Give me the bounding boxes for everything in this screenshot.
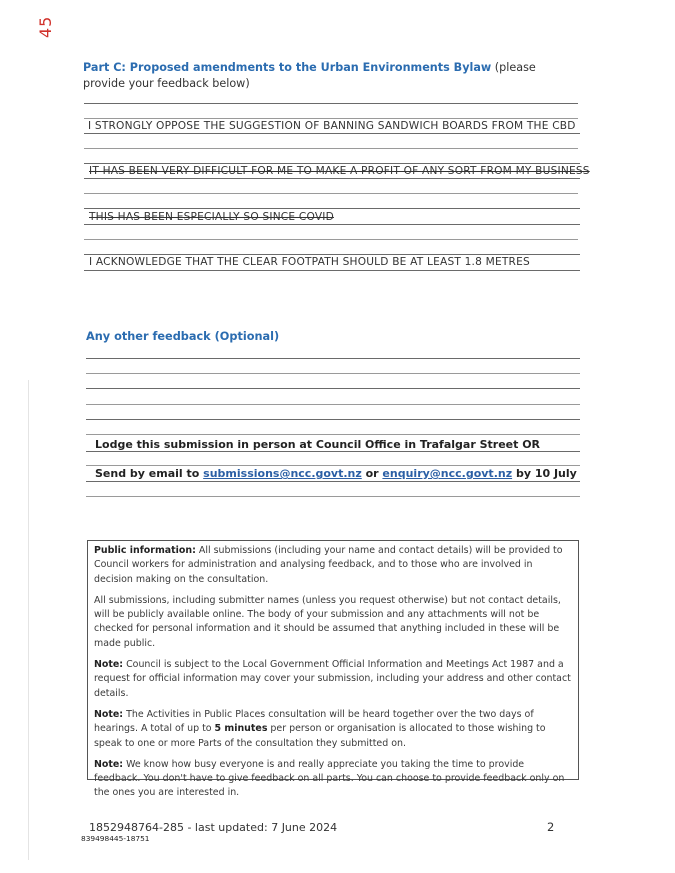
feedback-line bbox=[86, 404, 580, 405]
info-text-submissions: All submissions, including submitter names (unless you request otherwise) but not contact details, will be publicly available online. The body of your submission and any attachments will not be checked for personal information and it should be assumed that anything included in these will be made public. bbox=[94, 594, 561, 649]
info-text-lgoima: Council is subject to the Local Government Official Information and Meetings Act 1987 and a request for official information may cover your submission, including your address and other contact details. bbox=[94, 659, 571, 699]
feedback-line bbox=[86, 434, 580, 435]
scan-edge-shadow bbox=[28, 380, 29, 860]
part-c-instruction: (please provide your feedback below) bbox=[83, 61, 536, 90]
response-line bbox=[84, 178, 580, 179]
public-information-box bbox=[87, 540, 579, 799]
handwritten-line-1: I STRONGLY OPPOSE THE SUGGESTION OF BANNING SANDWICH BOARDS FROM THE CBD bbox=[88, 120, 576, 132]
response-line bbox=[84, 163, 580, 164]
part-c-title: Part C: Proposed amendments to the Urban Environments Bylaw bbox=[83, 61, 492, 74]
info-bold-minutes: 5 minutes bbox=[214, 723, 268, 735]
part-c-heading bbox=[83, 60, 578, 92]
response-line bbox=[84, 254, 580, 255]
deadline-text: by 10 July bbox=[512, 467, 577, 480]
response-line bbox=[84, 133, 580, 134]
info-paragraph-thanks bbox=[94, 758, 571, 801]
info-paragraph-public bbox=[94, 544, 571, 587]
feedback-line bbox=[86, 419, 580, 420]
info-label-note: Note: bbox=[94, 758, 124, 770]
enquiry-email-link[interactable]: enquiry@ncc.govt.nz bbox=[382, 467, 513, 480]
response-line bbox=[84, 118, 578, 119]
response-line bbox=[84, 193, 578, 194]
info-paragraph-lgoima bbox=[94, 658, 571, 701]
response-line bbox=[84, 239, 578, 240]
info-paragraph-hearings bbox=[94, 708, 571, 751]
info-text-public: All submissions (including your name and contact details) will be provided to Council workers for administration and analysing feedback, and to those who are involved in decision making on the consultation. bbox=[94, 545, 563, 585]
response-line bbox=[84, 270, 580, 271]
handwritten-line-2-struck: IT HAS BEEN VERY DIFFICULT FOR ME TO MAKE A PROFIT OF ANY SORT FROM MY BUSINESS bbox=[89, 165, 590, 177]
info-paragraph-submissions bbox=[94, 594, 571, 651]
feedback-line bbox=[86, 358, 580, 359]
feedback-line bbox=[86, 481, 580, 482]
info-text-hearings-a: The Activities in Public Places consultation will be heard together over the two days of hearings. A total of up to bbox=[94, 708, 534, 735]
response-line bbox=[84, 148, 578, 149]
response-line bbox=[84, 208, 580, 209]
feedback-line bbox=[86, 388, 580, 389]
email-prefix: Send by email to bbox=[95, 467, 204, 480]
lodge-in-person-text: Lodge this submission in person at Council Office in Trafalgar Street OR bbox=[95, 438, 541, 451]
feedback-line bbox=[86, 465, 580, 466]
handwritten-line-4: I ACKNOWLEDGE THAT THE CLEAR FOOTPATH SHOULD BE AT LEAST 1.8 METRES bbox=[89, 256, 530, 268]
info-text-thanks: We know how busy everyone is and really appreciate you taking the time to provide feedback. You don't have to give feedback on all parts. You can choose to provide feedback only on the ones you are interested in. bbox=[94, 758, 565, 799]
submissions-email-link[interactable]: submissions@ncc.govt.nz bbox=[203, 467, 362, 480]
other-feedback-heading: Any other feedback (Optional) bbox=[86, 330, 280, 343]
feedback-line bbox=[86, 496, 580, 497]
response-line bbox=[84, 224, 580, 225]
info-label-note: Note: bbox=[94, 659, 124, 671]
info-label-note: Note: bbox=[94, 708, 124, 720]
response-line bbox=[84, 103, 578, 104]
feedback-line bbox=[86, 373, 580, 374]
footer-document-reference: 1852948764-285 - last updated: 7 June 2024 bbox=[89, 821, 338, 834]
send-by-email-text bbox=[95, 467, 577, 480]
feedback-line bbox=[86, 451, 580, 452]
footer-document-id: 839498445-18751 bbox=[81, 834, 150, 843]
footer-page-number: 2 bbox=[547, 820, 555, 834]
info-label-public: Public information: bbox=[94, 545, 196, 556]
email-or: or bbox=[361, 467, 383, 480]
info-text-hearings-b: per person or organisation is allocated to those wishing to speak to one or more Parts of the consultation they submitted on. bbox=[94, 723, 546, 749]
handwritten-line-3-struck: THIS HAS BEEN ESPECIALLY SO SINCE COVID bbox=[89, 211, 334, 223]
